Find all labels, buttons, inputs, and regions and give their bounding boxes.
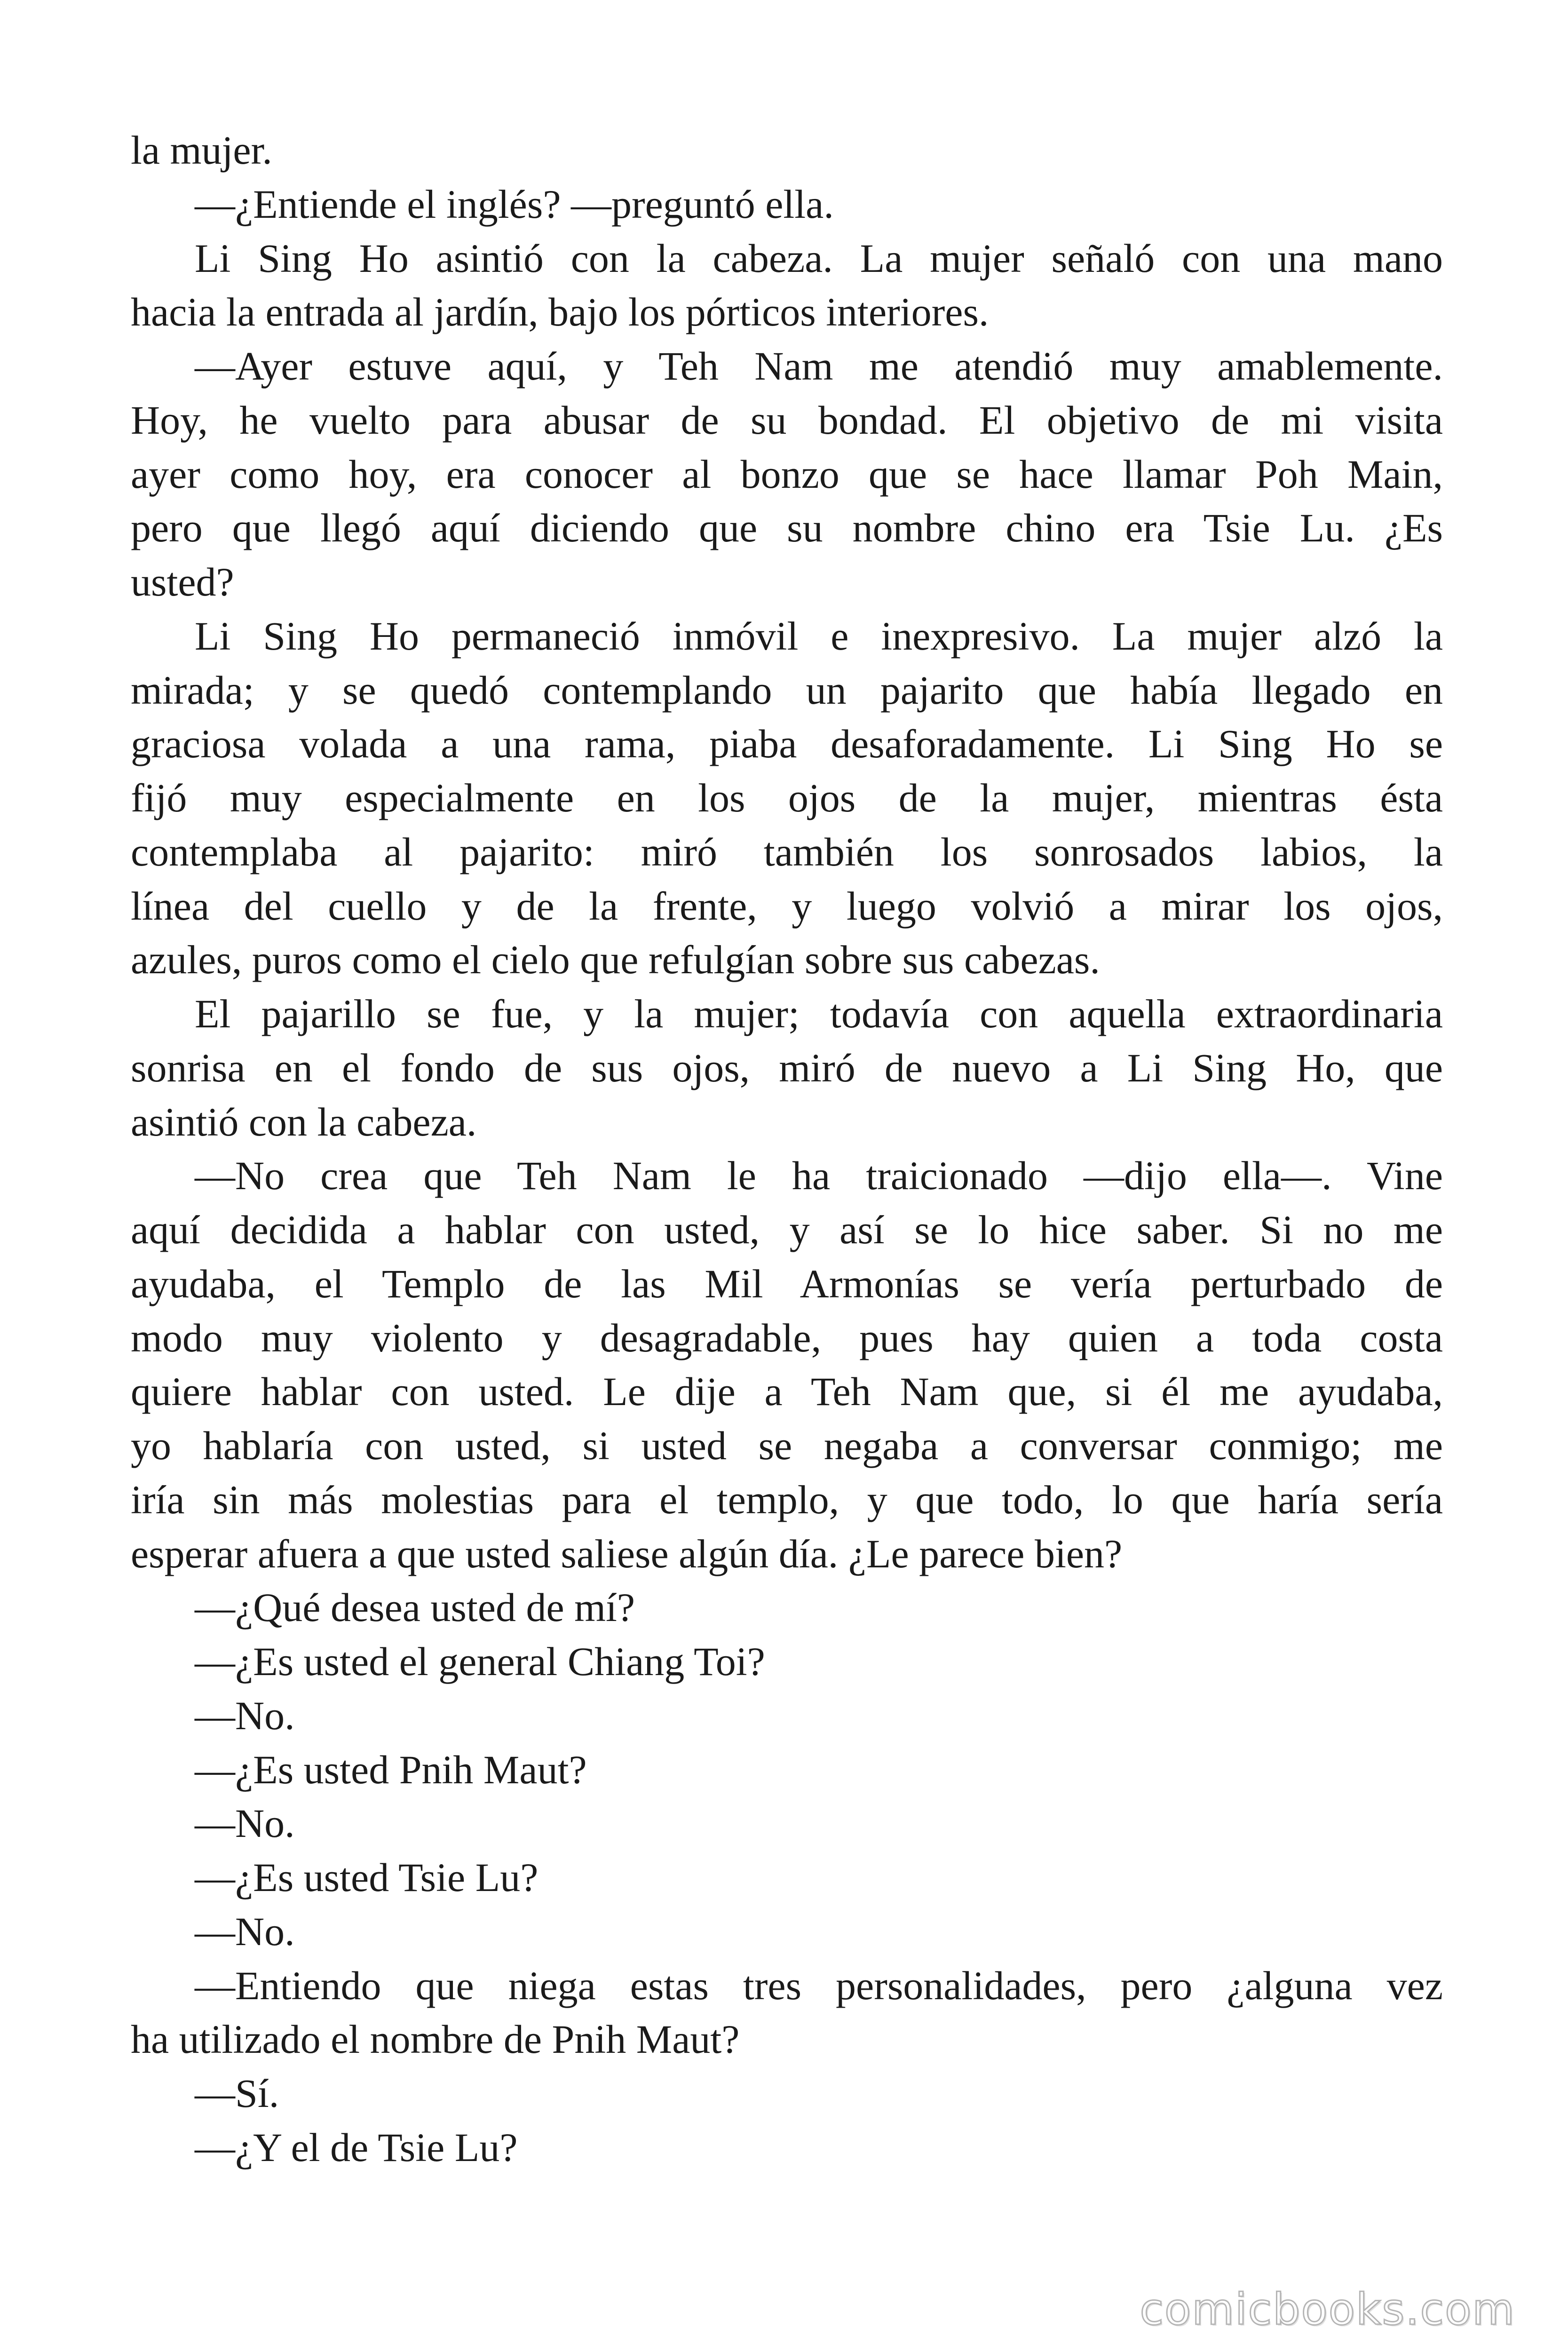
text-line: —¿Qué desea usted de mí? <box>195 1585 635 1630</box>
text-line: —Ayer estuve aquí, y Teh Nam me atendió muy amablemente. <box>195 343 1443 389</box>
text-line: Li Sing Ho permaneció inmóvil e inexpresivo. La mujer alzó la <box>195 613 1443 659</box>
text-line: —¿Y el de Tsie Lu? <box>195 2124 518 2170</box>
text-line: sonrisa en el fondo de sus ojos, miró de nuevo a Li Sing Ho, que <box>131 1045 1443 1090</box>
text-line: graciosa volada a una rama, piaba desaforadamente. Li Sing Ho se <box>131 721 1443 767</box>
text-line: pero que llegó aquí diciendo que su nombre chino era Tsie Lu. ¿Es <box>131 505 1443 551</box>
text-line: —No. <box>195 1692 295 1738</box>
text-line: modo muy violento y desagradable, pues hay quien a toda costa <box>131 1315 1443 1360</box>
text-line: —No crea que Teh Nam le ha traicionado —dijo ella—. Vine <box>195 1153 1443 1199</box>
text-line: hacia la entrada al jardín, bajo los pórticos interiores. <box>131 289 989 335</box>
text-line: ayudaba, el Templo de las Mil Armonías se vería perturbado de <box>131 1261 1443 1306</box>
text-line: usted? <box>131 559 234 604</box>
text-line: azules, puros como el cielo que refulgían sobre sus cabezas. <box>131 937 1100 983</box>
text-line: —No. <box>195 1908 295 1954</box>
text-line: —¿Es usted el general Chiang Toi? <box>195 1639 765 1684</box>
text-line: quiere hablar con usted. Le dije a Teh Nam que, si él me ayudaba, <box>131 1369 1443 1414</box>
text-line: ayer como hoy, era conocer al bonzo que se hace llamar Poh Main, <box>131 451 1443 497</box>
text-line: asintió con la cabeza. <box>131 1099 477 1144</box>
text-line: iría sin más molestias para el templo, y que todo, lo que haría sería <box>131 1477 1443 1522</box>
text-line: Li Sing Ho asintió con la cabeza. La mujer señaló con una mano <box>195 235 1443 281</box>
text-line: —¿Es usted Pnih Maut? <box>195 1747 587 1792</box>
text-line: esperar afuera a que usted saliese algún día. ¿Le parece bien? <box>131 1531 1123 1576</box>
text-line: ha utilizado el nombre de Pnih Maut? <box>131 2017 740 2062</box>
text-line: yo hablaría con usted, si usted se negaba a conversar conmigo; me <box>131 1423 1443 1468</box>
text-line: —¿Entiende el inglés? —preguntó ella. <box>195 181 834 227</box>
text-line: —No. <box>195 1801 295 1846</box>
text-line: fijó muy especialmente en los ojos de la mujer, mientras ésta <box>131 775 1443 820</box>
text-line: la mujer. <box>131 127 272 173</box>
page-body-text <box>131 123 1443 2175</box>
text-line: aquí decidida a hablar con usted, y así se lo hice saber. Si no me <box>131 1207 1443 1252</box>
text-line: Hoy, he vuelto para abusar de su bondad. El objetivo de mi visita <box>131 397 1443 443</box>
text-line: —¿Es usted Tsie Lu? <box>195 1855 539 1900</box>
text-line: línea del cuello y de la frente, y luego volvió a mirar los ojos, <box>131 883 1443 929</box>
text-line: contemplaba al pajarito: miró también los sonrosados labios, la <box>131 829 1443 874</box>
text-line: mirada; y se quedó contemplando un pajarito que había llegado en <box>131 667 1443 713</box>
watermark-logo: comicbooks.com <box>1140 2284 1515 2335</box>
text-line: —Sí. <box>195 2071 279 2116</box>
text-line: —Entiendo que niega estas tres personalidades, pero ¿alguna vez <box>195 1963 1443 2008</box>
text-line: El pajarillo se fue, y la mujer; todavía con aquella extraordinaria <box>195 991 1443 1036</box>
